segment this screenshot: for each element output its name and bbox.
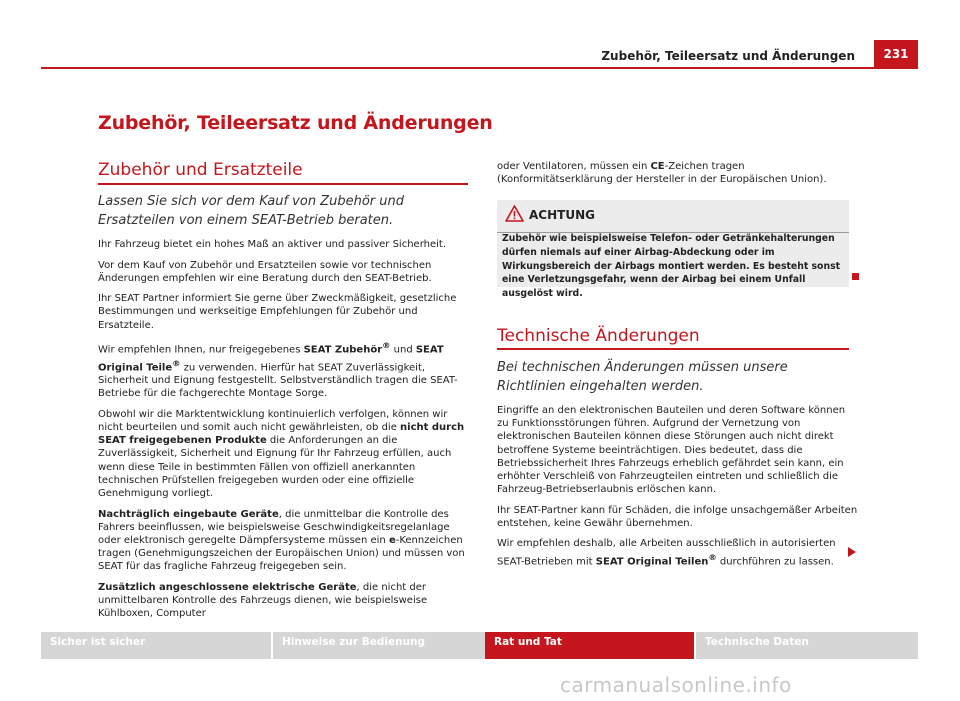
right-column-continuation bbox=[497, 160, 857, 194]
section-end-marker bbox=[852, 273, 859, 280]
tab-hinweise-zur-bedienung[interactable]: Hinweise zur Bedienung bbox=[273, 632, 503, 659]
page-number: 231 bbox=[874, 40, 918, 68]
header-rule bbox=[41, 67, 918, 69]
paragraph: Wir empfehlen Ihnen, nur freigegebenes SEAT Zubehör® und SEAT Original Teile® zu verwenden. Hierfür hat SEAT Zuverlässigkeit, Sicherheit und Eignung festgestellt. Selbstverständlich tragen die SEAT-Betriebe für die fachgerechte Montage Sorge. bbox=[98, 340, 458, 400]
paragraph: Wir empfehlen deshalb, alle Arbeiten ausschließlich in autorisierten SEAT-Betrieben mit SEAT Original Teilen® durchführen zu lassen. bbox=[497, 538, 836, 567]
section-rule-right bbox=[497, 348, 849, 350]
watermark: carmanualsonline.info bbox=[560, 673, 792, 697]
warning-title: ACHTUNG bbox=[529, 208, 595, 222]
paragraph: oder Ventilatoren, müssen ein CE-Zeichen tragen (Konformitätserklärung der Hersteller in der Europäischen Union). bbox=[497, 161, 827, 186]
left-column-text bbox=[98, 238, 470, 628]
chapter-title: Zubehör, Teileersatz und Änderungen bbox=[98, 112, 493, 134]
paragraph: Eingriffe an den elektronischen Bauteilen und deren Software können zu Funktionsstörungen führen. Aufgrund der Vernetzung von elektronischen Bauteilen können diese Störungen auch nicht direkt betroffene Systeme beeinträchtigen. Dies bedeutet, dass die Betriebssicherheit Ihres Fahrzeugs erheblich gefährdet sein kann, ein erhöhter Verschleiß von Fahrzeugteilen eintreten und schließlich die Fahrzeug-Betriebserlaubnis erlöschen kann. bbox=[497, 405, 846, 496]
tab-rat-und-tat[interactable]: Rat und Tat bbox=[485, 632, 694, 659]
section-lead-right: Bei technischen Änderungen müssen unsere Richtlinien eingehalten werden. bbox=[497, 360, 788, 394]
section-heading-accessories: Zubehör und Ersatzteile bbox=[98, 160, 303, 180]
paragraph: Vor dem Kauf von Zubehör und Ersatzteilen sowie vor technischen Änderungen empfehlen wir eine Beratung durch den SEAT-Betrieb. bbox=[98, 259, 432, 284]
running-title: Zubehör, Teileersatz und Änderungen bbox=[601, 49, 855, 63]
paragraph: Nachträglich eingebaute Geräte, die unmittelbar die Kontrolle des Fahrers beeinflussen, wie beispielsweise Geschwindigkeitsregelanlage oder elektronisch geregelte Dämpfersysteme müssen ein e-Kennzeichen tragen (Genehmigungszeichen der Europäischen Union) und müssen von SEAT für das fragliche Fahrzeug freigegeben sein. bbox=[98, 508, 465, 573]
tab-technische-daten[interactable]: Technische Daten bbox=[696, 632, 918, 659]
continue-arrow-icon bbox=[846, 546, 858, 558]
tab-sicher-ist-sicher[interactable]: Sicher ist sicher bbox=[41, 632, 271, 659]
warning-text: Zubehör wie beispielsweise Telefon- oder Getränkehalterungen dürfen niemals auf einer Airbag-Abdeckung oder im Wirkungsbereich der Airbags montiert werden. Es besteht sonst eine Verletzungsgefahr, wenn der Airbag bei einem Unfall ausgelöst wird. bbox=[502, 233, 841, 300]
section-heading-technical: Technische Änderungen bbox=[497, 326, 700, 346]
section-rule-left bbox=[98, 183, 468, 185]
paragraph: Ihr SEAT-Partner kann für Schäden, die infolge unsachgemäßer Arbeiten entstehen, keine Gewähr übernehmen. bbox=[497, 504, 858, 529]
right-column-text bbox=[497, 404, 859, 575]
warning-triangle-icon bbox=[505, 205, 524, 222]
paragraph: Ihr SEAT Partner informiert Sie gerne über Zweckmäßigkeit, gesetzliche Bestimmungen und werkseitige Empfehlungen für Zubehör und Ersatzteile. bbox=[98, 293, 457, 331]
section-lead-left: Lassen Sie sich vor dem Kauf von Zubehör und Ersatzteilen von einem SEAT-Betrieb beraten. bbox=[98, 194, 404, 228]
paragraph: Ihr Fahrzeug bietet ein hohes Maß an aktiver und passiver Sicherheit. bbox=[98, 239, 446, 250]
paragraph: Zusätzlich angeschlossene elektrische Geräte, die nicht der unmittelbaren Kontrolle des Fahrzeugs dienen, wie beispielsweise Kühlboxen, Computer bbox=[98, 581, 428, 620]
paragraph: Obwohl wir die Marktentwicklung kontinuierlich verfolgen, können wir nicht beurteilen und somit auch nicht gewährleisten, ob die nicht durch SEAT freigegebenen Produkte die Anforderungen an die Zuverlässigkeit, Sicherheit und Eignung für Ihr Fahrzeug erfüllen, auch wenn diese Teile in bestimmten Fällen von offiziell anerkannten technischen Prüfstellen freigegeben wurden oder eine offizielle Genehmigung vorliegt. bbox=[98, 408, 465, 500]
